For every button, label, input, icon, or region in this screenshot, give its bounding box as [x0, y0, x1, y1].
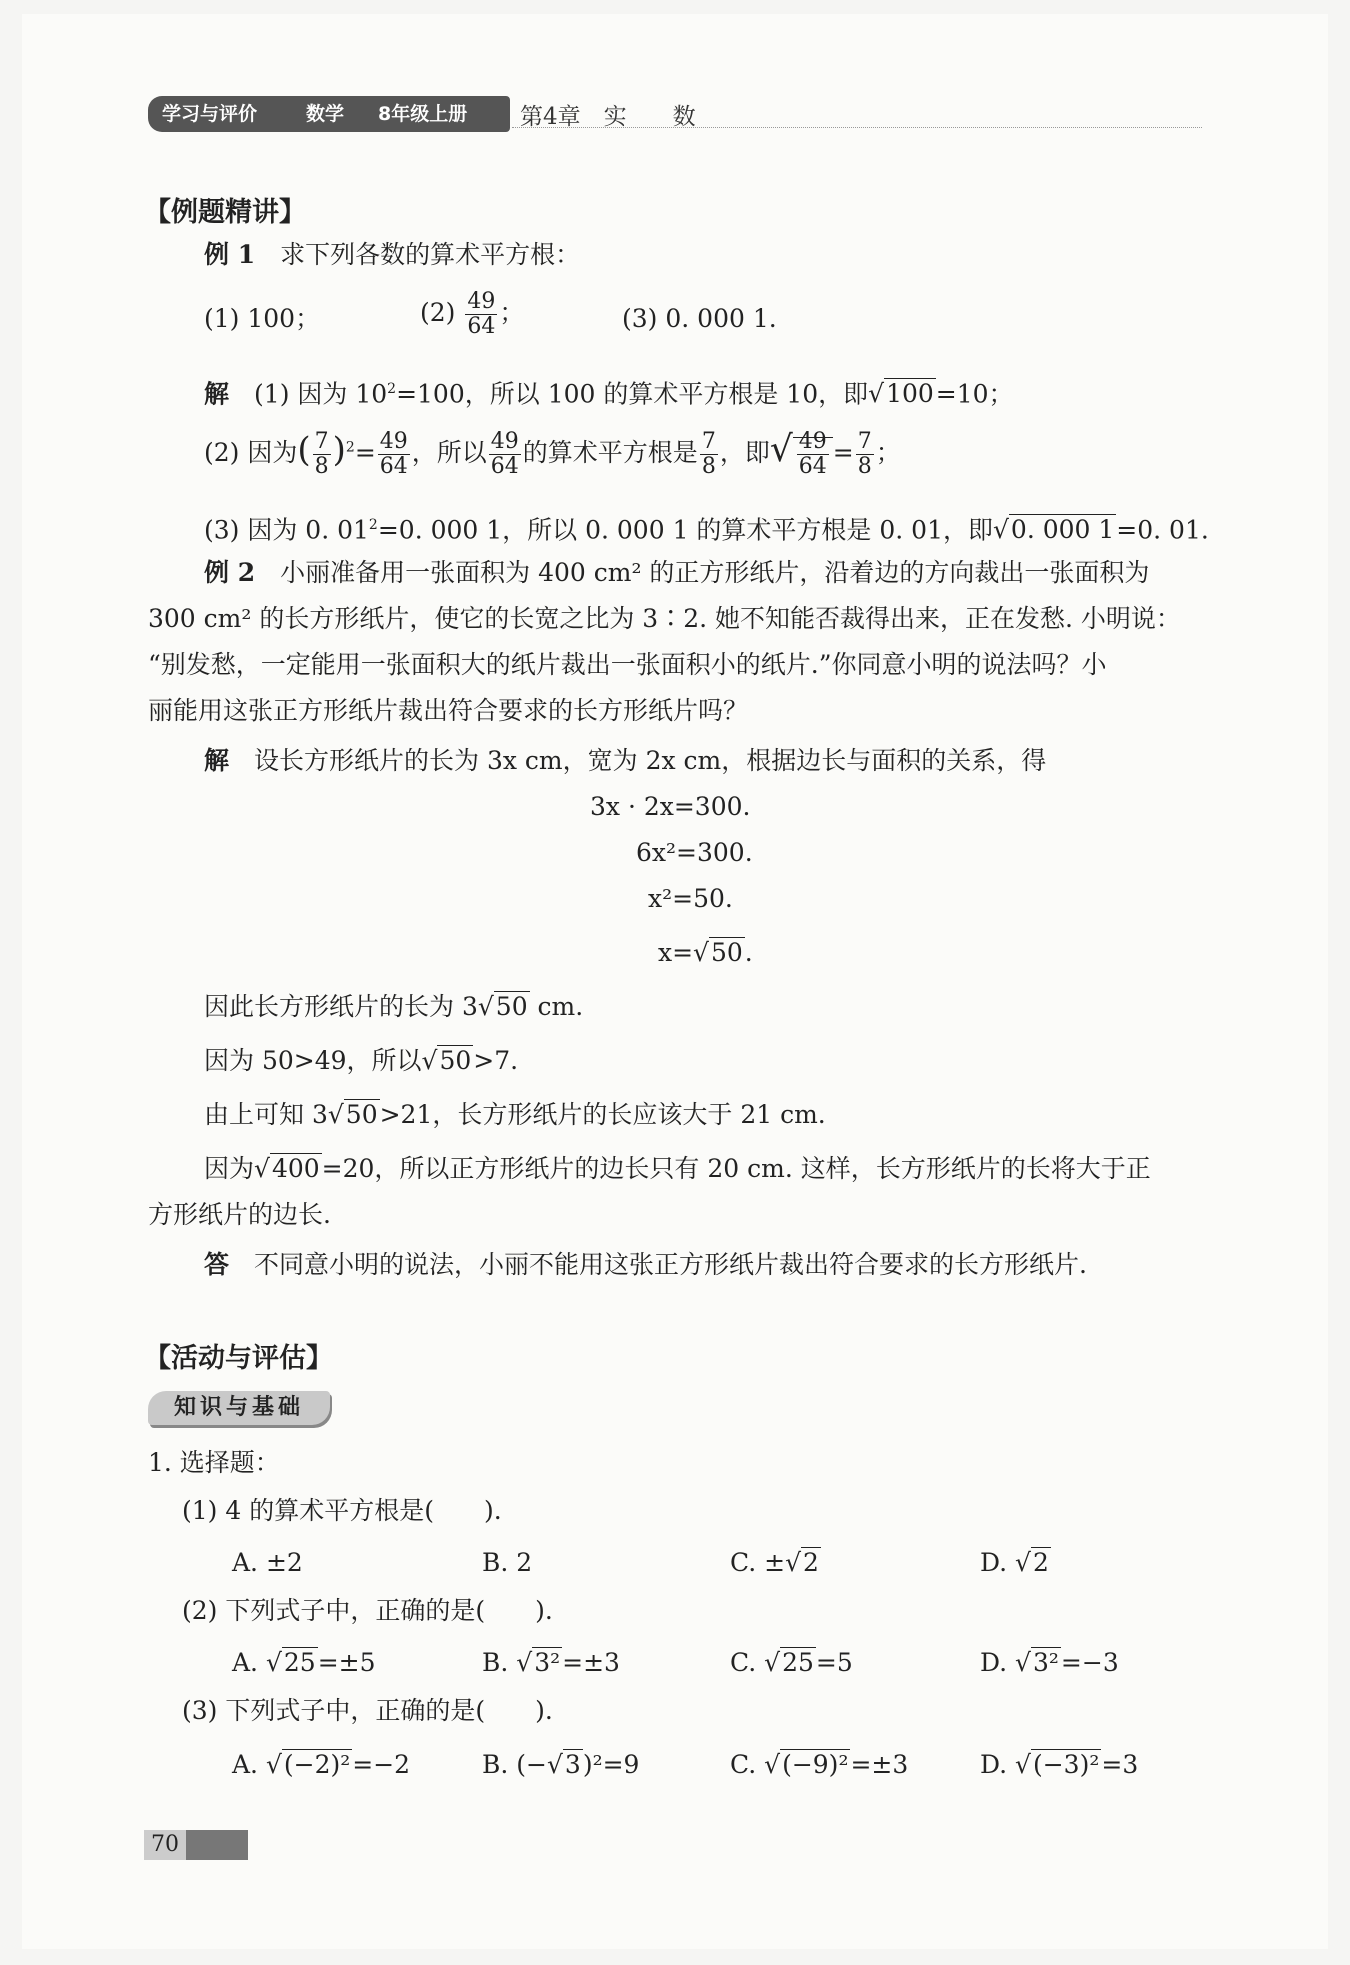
opt-text: C. ±: [730, 1548, 786, 1577]
opt-text: =−2: [352, 1750, 411, 1779]
knowledge-badge: 知识与基础: [148, 1391, 330, 1425]
equation-2: 6x²=300.: [636, 838, 753, 867]
frac-num: 49: [490, 429, 519, 454]
s4-text-b: =20，所以正方形纸片的边长只有 20 cm. 这样，长方形纸片的长将大于正: [321, 1154, 1151, 1183]
q1-2-option-a: [232, 1646, 376, 1680]
reasoning-line5: 方形纸片的边长.: [148, 1200, 331, 1229]
sqrt-3-squared: √3²: [1015, 1648, 1059, 1677]
exp-2: 2: [387, 381, 397, 397]
sqrt-fraction: [770, 430, 833, 479]
frac-num: 49: [467, 289, 496, 314]
opt-text: A.: [232, 1648, 266, 1677]
sol2-text-a: (2) 因为: [204, 438, 298, 467]
radicand: 400: [271, 1154, 320, 1183]
frac-den: 64: [798, 454, 827, 479]
example1-item1: (1) 100；: [204, 304, 321, 333]
radicand: 3²: [1032, 1648, 1059, 1677]
subject: 数学: [306, 103, 345, 125]
sqrt-2: √2: [785, 1548, 819, 1577]
q1-3-option-b: [482, 1748, 639, 1782]
example1-item3: (3) 0. 000 1.: [622, 304, 777, 333]
sol3-text-a: (3) 因为 0. 01: [204, 515, 369, 545]
sqrt-50: √50: [421, 1046, 472, 1075]
sqrt-2: √2: [1015, 1548, 1049, 1577]
q1-3-option-a: [232, 1748, 410, 1782]
frac-den: 8: [701, 454, 716, 479]
fraction-7-8: [700, 430, 718, 479]
example2-line2: 300 cm² 的长方形纸片，使它的长宽之比为 3∶2. 她不知能否裁得出来，正在发愁. 小明说：: [148, 604, 1181, 633]
equation-4: [658, 936, 753, 970]
equation-3: x²=50.: [648, 884, 733, 913]
radicand: 100: [886, 379, 934, 409]
q1-1-option-d: [980, 1546, 1051, 1580]
section-title-activities: 【活动与评估】: [144, 1343, 333, 1374]
header-bar: [148, 96, 510, 132]
fraction-49-64: [378, 430, 410, 479]
opt-text: D.: [980, 1548, 1016, 1577]
sqrt-3: √3: [546, 1750, 581, 1779]
paren-open: (: [297, 430, 311, 470]
reasoning-line1: [204, 990, 583, 1024]
fraction-49-64: [797, 430, 829, 479]
sol2-text-b: ，所以: [411, 438, 487, 467]
sol2-text-c: 的算术平方根是: [522, 438, 698, 467]
radicand: 3²: [534, 1648, 561, 1677]
opt-text: )²=9: [582, 1750, 640, 1779]
sqrt-00001: √0. 000 1: [992, 515, 1115, 545]
frac-den: 8: [857, 454, 872, 479]
opt-text: =±3: [850, 1750, 909, 1779]
item2-prefix: (2): [420, 298, 464, 327]
reasoning-line4: [204, 1152, 1151, 1186]
example2-text: 小丽准备用一张面积为 400 cm² 的正方形纸片，沿着边的方向裁出一张面积为: [280, 558, 1150, 587]
frac-den: 8: [314, 454, 329, 479]
radicand: 50: [439, 1046, 472, 1075]
eq4-text-a: x=: [658, 938, 694, 967]
page-number-tab: [144, 1830, 248, 1860]
fraction-7-8: [313, 430, 331, 479]
radicand: 50: [345, 1100, 378, 1129]
example1-question: 求下列各数的算术平方根：: [280, 240, 581, 269]
question-1-3: (3) 下列式子中，正确的是( ).: [182, 1696, 553, 1725]
opt-text: C.: [730, 1648, 765, 1677]
example1-line: [204, 238, 580, 272]
paren-close: ): [332, 430, 346, 470]
sol1-text-c: =10；: [935, 379, 1014, 409]
sol2-text-d: ，即: [719, 438, 770, 467]
opt-text: =±3: [562, 1648, 620, 1677]
solution1-line1: [204, 372, 1014, 411]
sol3-text-b: =0. 000 1，所以 0. 000 1 的算术平方根是 0. 01，即: [377, 515, 993, 545]
answer-line: [204, 1248, 1087, 1282]
sqrt-neg3-squared: √(−3)²: [1015, 1750, 1100, 1779]
chapter-title: 第4章 实 数: [520, 104, 696, 130]
opt-text: B.: [482, 1648, 517, 1677]
s1-text-a: 因此长方形纸片的长为 3: [204, 992, 478, 1021]
section-title-examples: 【例题精讲】: [144, 197, 306, 228]
radicand: 2: [803, 1548, 819, 1577]
example2-line3: “别发愁，一定能用一张面积大的纸片裁出一张面积小的纸片.”你同意小明的说法吗？小: [148, 650, 1107, 679]
radicand: 3: [564, 1750, 581, 1779]
reasoning-line3: [204, 1098, 826, 1132]
opt-text: B. (−: [482, 1750, 547, 1779]
opt-text: D.: [980, 1750, 1016, 1779]
exp-2: 2: [368, 517, 378, 533]
eq4-text-b: .: [744, 938, 753, 967]
radicand: (−9)²: [782, 1750, 849, 1779]
book-title: 学习与评价: [162, 103, 258, 125]
sqrt-25: √25: [265, 1648, 316, 1677]
radicand: 2: [1032, 1548, 1049, 1577]
sqrt-25: √25: [764, 1648, 814, 1677]
sqrt-50: √50: [327, 1100, 378, 1129]
s3-text-a: 由上可知 3: [204, 1100, 328, 1129]
radicand: [793, 429, 833, 479]
solution2-text: 设长方形纸片的长为 3x cm，宽为 2x cm，根据边长与面积的关系，得: [254, 746, 1047, 775]
sol1-text-a: (1) 因为 10: [254, 379, 388, 409]
q1-2-option-d: [980, 1646, 1119, 1680]
opt-text: =±5: [317, 1648, 376, 1677]
fraction-49-64: [465, 290, 497, 339]
question-1-title: 1. 选择题：: [148, 1448, 280, 1477]
header-divider: [512, 127, 1202, 128]
fraction-7-8: [856, 430, 874, 479]
sqrt-50: √50: [693, 938, 743, 967]
q1-1-option-b: B. 2: [482, 1548, 533, 1577]
grade: 8年级上册: [378, 103, 468, 125]
opt-text: A.: [232, 1750, 266, 1779]
solution2-line1: [204, 744, 1046, 778]
radicand: (−2)²: [283, 1750, 351, 1779]
q1-1-option-c: [730, 1546, 821, 1580]
sol2-text-e: ；: [875, 438, 901, 467]
example1-item2: [420, 290, 524, 339]
s4-text-a: 因为: [204, 1154, 255, 1183]
s2-text-a: 因为 50>49，所以: [204, 1046, 422, 1075]
q1-3-option-d: [980, 1748, 1138, 1782]
opt-text: =3: [1101, 1750, 1139, 1779]
opt-text: =5: [815, 1648, 853, 1677]
radicand: 25: [782, 1648, 814, 1677]
answer-text: 不同意小明的说法，小丽不能用这张正方形纸片裁出符合要求的长方形纸片.: [254, 1250, 1087, 1279]
opt-text: =−3: [1060, 1648, 1119, 1677]
q1-1-option-a: A. ±2: [232, 1548, 303, 1577]
frac-num: 49: [379, 429, 408, 454]
radicand: 25: [283, 1648, 316, 1677]
radicand: 0. 000 1: [1010, 515, 1115, 545]
q1-2-option-c: [730, 1646, 853, 1680]
s1-text-b: cm.: [529, 992, 584, 1021]
example1-label: 例 1: [204, 240, 256, 269]
opt-text: D.: [980, 1648, 1016, 1677]
frac-den: 64: [379, 454, 408, 479]
radicand: 50: [710, 938, 743, 967]
sqrt-neg2-squared: √(−2)²: [265, 1750, 351, 1779]
fraction-49-64: [489, 430, 521, 479]
frac-num: 49: [798, 429, 827, 454]
page-number: 70: [144, 1830, 186, 1860]
answer-label: 答: [204, 1250, 230, 1279]
equation-1: 3x · 2x=300.: [590, 792, 751, 821]
sqrt-3-squared: √3²: [516, 1648, 561, 1677]
sqrt-neg9-squared: √(−9)²: [764, 1750, 849, 1779]
example2-line1: [204, 556, 1149, 590]
example2-label: 例 2: [204, 558, 256, 587]
sol1-text-b: =100，所以 100 的算术平方根是 10，即: [396, 379, 869, 409]
sqrt-100: √100: [868, 379, 934, 409]
item2-suffix: ；: [499, 298, 525, 327]
solution1-line2: (2) 因为( $\frac{7}{8}$ )$^2$= $\frac{49}{64}$ ，所以 $\frac{49}{64}$ 的算术平方根是 $\frac{7}{8}$ ，即√ $\frac{49}{64}$ = $\frac{7}{8}$ ；: [204, 429, 901, 479]
question-1-2: (2) 下列式子中，正确的是( ).: [182, 1596, 553, 1625]
q1-2-option-b: [482, 1646, 620, 1680]
example2-line4: 丽能用这张正方形纸片裁出符合要求的长方形纸片吗？: [148, 696, 749, 725]
frac-den: 64: [490, 454, 519, 479]
sol3-text-c: =0. 01.: [1116, 515, 1209, 545]
frac-num: 7: [857, 429, 872, 454]
frac-num: 7: [701, 429, 716, 454]
solution1-line3: [204, 508, 1209, 547]
opt-text: C.: [730, 1750, 765, 1779]
s2-text-b: >7.: [473, 1046, 519, 1075]
frac-num: 7: [314, 429, 329, 454]
solution-label: 解: [204, 746, 230, 775]
exp-2: 2: [345, 439, 355, 456]
radical-sign: √: [769, 429, 793, 470]
solution-label: 解: [204, 379, 230, 409]
sqrt-400: √400: [254, 1154, 320, 1183]
reasoning-line2: [204, 1044, 518, 1078]
sqrt-50: √50: [477, 992, 528, 1021]
q1-3-option-c: [730, 1748, 908, 1782]
s3-text-b: >21，长方形纸片的长应该大于 21 cm.: [379, 1100, 826, 1129]
frac-den: 64: [467, 314, 496, 339]
question-1-1: (1) 4 的算术平方根是( ).: [182, 1496, 502, 1525]
radicand: (−3)²: [1032, 1750, 1100, 1779]
radicand: 50: [495, 992, 528, 1021]
